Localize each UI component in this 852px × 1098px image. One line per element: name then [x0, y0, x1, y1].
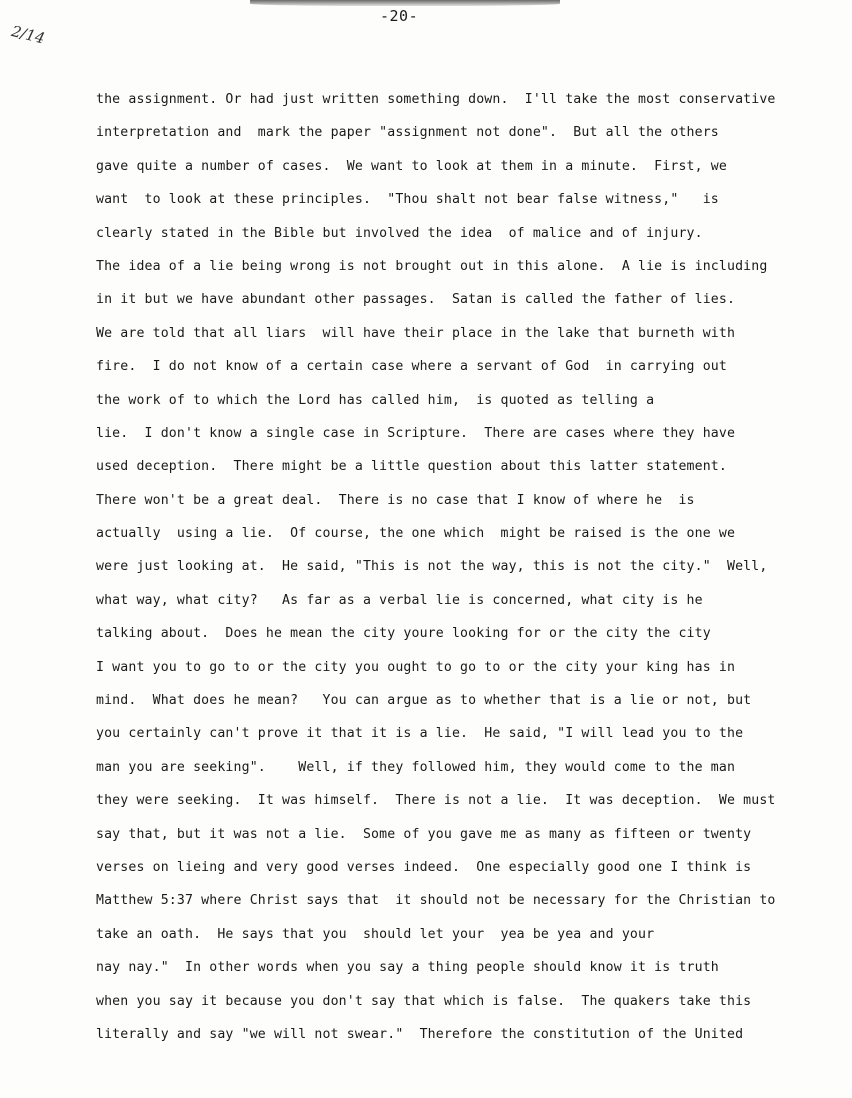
text-line: lie. I don't know a single case in Scripture. There are cases where they have [96, 425, 736, 441]
text-line: There won't be a great deal. There is no case that I know of where he is [96, 492, 695, 508]
text-line: what way, what city? As far as a verbal lie is concerned, what city is he [96, 592, 703, 608]
top-edge-smudge [250, 0, 560, 6]
text-line: interpretation and mark the paper "assignment not done". But all the others [96, 125, 719, 141]
text-line: in it but we have abundant other passages. Satan is called the father of lies. [96, 292, 736, 308]
text-line: the assignment. Or had just written something down. I'll take the most conservative [96, 92, 776, 107]
text-line: We are told that all liars will have their place in the lake that burneth with [96, 325, 736, 341]
text-line: used deception. There might be a little question about this latter statement. [96, 459, 727, 475]
text-line: say that, but it was not a lie. Some of you gave me as many as fifteen or twenty [96, 826, 752, 842]
page-number: -20- [380, 7, 419, 25]
text-line: when you say it because you don't say that which is false. The quakers take this [96, 993, 752, 1009]
text-line: take an oath. He says that you should let your yea be yea and your [96, 926, 655, 942]
text-line: I want you to go to or the city you ought to go to or the city your king has in [96, 659, 736, 675]
text-line: they were seeking. It was himself. There is not a lie. It was deception. We must [96, 793, 776, 809]
text-line: fire. I do not know of a certain case where a servant of God in carrying out [96, 359, 727, 375]
handwritten-margin-note: 2/14 [9, 22, 47, 48]
text-line: want to look at these principles. "Thou shalt not bear false witness," is [96, 192, 719, 208]
text-line: literally and say "we will not swear." Therefore the constitution of the United [96, 1026, 744, 1042]
text-line: nay nay." In other words when you say a thing people should know it is truth [96, 960, 719, 976]
text-line: gave quite a number of cases. We want to look at them in a minute. First, we [96, 158, 727, 174]
text-line: the work of to which the Lord has called him, is quoted as telling a [96, 392, 655, 408]
text-line: man you are seeking". Well, if they followed him, they would come to the man [96, 759, 736, 775]
text-line: verses on lieing and very good verses indeed. One especially good one I think is [96, 859, 752, 875]
text-line: talking about. Does he mean the city youre looking for or the city the city [96, 626, 711, 642]
body-text [96, 88, 816, 1056]
text-line: actually using a lie. Of course, the one which might be raised is the one we [96, 526, 736, 542]
text-line: were just looking at. He said, "This is not the way, this is not the city." Well, [96, 559, 768, 575]
text-line: you certainly can't prove it that it is a lie. He said, "I will lead you to the [96, 726, 744, 742]
text-line: The idea of a lie being wrong is not brought out in this alone. A lie is including [96, 258, 768, 274]
text-line: mind. What does he mean? You can argue as to whether that is a lie or not, but [96, 693, 752, 709]
text-line: clearly stated in the Bible but involved the idea of malice and of injury. [96, 225, 703, 241]
text-line: Matthew 5:37 where Christ says that it should not be necessary for the Christian to [96, 893, 776, 909]
